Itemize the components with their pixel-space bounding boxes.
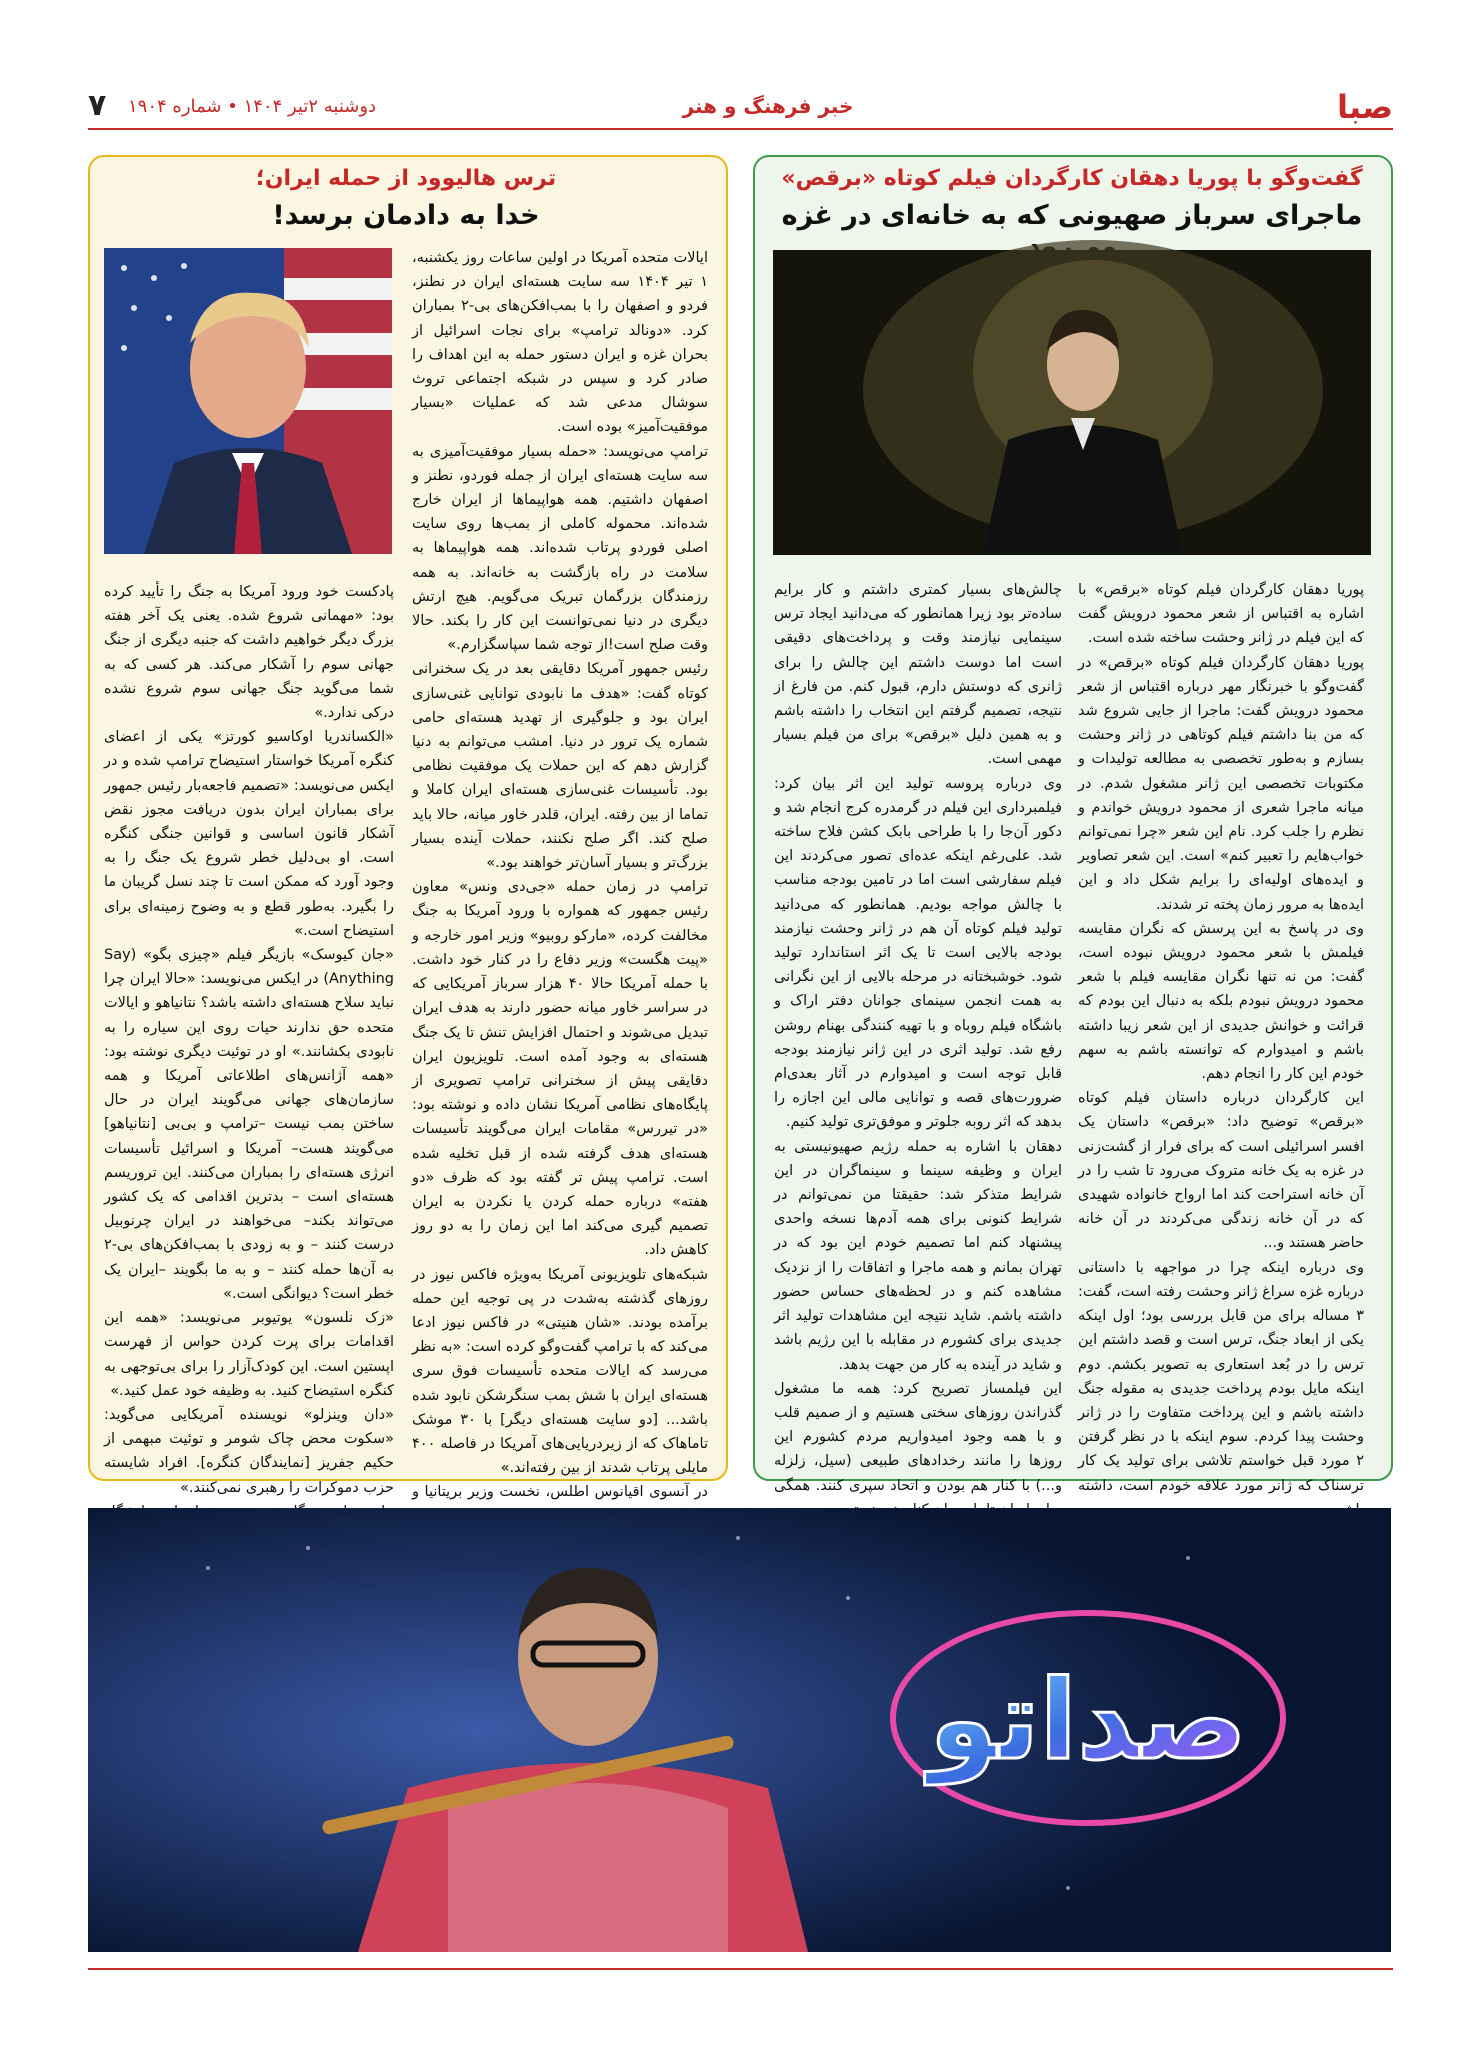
paragraph: شبکه‌های تلویزیونی آمریکا به‌ویژه فاکس نیوز در روزهای گذشته به‌شدت در پی توجیه این حمله برآمده بودند. «شان هنیتی» در فاکس نیوز ادعا می‌کند که با ترامپ گفت‌وگو کرده است: «به نظر می‌رسد که ایالات متحده تأسیسات فوق سری هسته‌ای ایران با شش بمب سنگرشکن نابود شده باشد... [دو سایت هسته‌ای دیگر] با ۳۰ موشک تاماهاک که از زیردریایی‌های آمریکا در فاصله ۴۰۰ مایلی پرتاب شدند از بین رفته‌اند.» <box>412 1266 709 1477</box>
film-column-right <box>1078 578 1364 1494</box>
paragraph: پوریا دهقان کارگردان فیلم کوتاه «برقص» با اشاره به اقتباس از شعر محمود درویش گفت که این فیلم در ژانر وحشت ساخته شده است. <box>1078 582 1364 647</box>
paragraph: پادکست خود ورود آمریکا به جنگ را تأیید کرده بود: «مهمانی شروع شده. یعنی یک آخر هفته بزرگ دیگر خواهیم داشت که جنبه دیگری از جنگ جهانی سوم را آشکار می‌کند. هر کسی که به شما می‌گوید جنگ جهانی سوم شروع نشده درکی ندارد.» <box>104 584 394 722</box>
portrait-illustration <box>104 248 392 554</box>
newspaper-logo: صبا <box>1337 88 1393 126</box>
paragraph: «جان کیوسک» بازیگر فیلم «چیزی بگو» (Say Anything) در ایکس می‌نویسد: «حالا ایران چرا نباید سلاح هسته‌ای داشته باشد؟ نتانیاهو و ایالات متحده حق ندارند حیات روی این سیاره را به نابودی بکشانند.» او در توئیت دیگری نوشته بود: «همه آژانس‌های اطلاعاتی آمریکا و همه سازمان‌های جهانی می‌گویند ایران در حال ساختن بمب نیست –ترامپ و بی‌بی [نتانیاهو] می‌گویند هست– آمریکا و اسرائیل تأسیسات انرژی هسته‌ای را بمباران می‌کنند. این تروریسم هسته‌ای است – بدترین اقدامی که یک کشور می‌تواند بکند– می‌خواهند در ایران چرنوبیل درست کنند – و به زودی با بمب‌افکن‌های بی-۲ به آن‌ها حمله کنند – و به ما بگویند –ایران یک خطر است؟ دیوانگی است.» <box>104 947 394 1302</box>
paragraph: «زک نلسون» یوتیوبر می‌نویسد: «همه این اقدامات برای پرت کردن حواس از فهرست اپستین است. این کودک‌آزار را برای بی‌توجهی به کنگره استیضاح کنید. به وظیفه خود عمل کنید.» <box>104 1310 394 1399</box>
hollywood-column-left <box>104 580 394 1496</box>
paragraph: پوریا دهقان کارگردان فیلم کوتاه «برقص» در گفت‌وگو با خبرنگار مهر درباره اقتباس از شعر محمود درویش گفت: ماجرا از جایی شروع شد که من بنا داشتم فیلم کوتاهی در ژانر وحشت بسازم و به‌طور تخصصی به مطالعه تولیدات و مکتوبات تخصصی این ژانر مشغول شدم. در میانه ماجرا شعری از محمود درویش خواندم و نظرم را جلب کرد. نام این شعر «چرا نمی‌توانم خواب‌هایم را تعبیر کنم» است. این شعر تصاویر و ایده‌های اولیه‌ای را برایم شکل داد و این ایده‌ها به مرور زمان پخته تر شدند. <box>1078 654 1364 913</box>
banner-illustration <box>88 1508 1391 1952</box>
paragraph: «دان وینزلو» نویسنده آمریکایی می‌گوید: «سکوت محض چاک شومر و توئیت مبهمی از حکیم جفریز [نمایندگان کنگره]. افراد شایسته حزب دموکرات را رهبری نمی‌کنند.» <box>104 1406 394 1496</box>
paragraph: ترامپ در زمان حمله «جی‌دی ونس» معاون رئیس جمهور که همواره با ورود آمریکا به جنگ مخالفت کرده، «مارکو روبیو» وزیر امور خارجه و «پیت هگست» وزیر دفاع را در کنار خود داشت. با حمله آمریکا حالا ۴۰ هزار سرباز آمریکایی که در سراسر خاور میانه حضور دارند به هدف ایران تبدیل می‌شوند و احتمال افزایش تنش تا یک جنگ هسته‌ای به وجود آمده است. تلویزیون ایران دقایقی پیش از سخنرانی ترامپ تصویری از پایگاه‌های نظامی آمریکا نشان داده و نوشته بود: «در تیررس» مقامات ایران می‌گویند تأسیسات هسته‌ای هدف گرفته شده از قبل تخلیه شده است. ترامپ پیش تر گفته بود که ظرف «دو هفته» درباره حمله کردن یا نکردن به ایران تصمیم گیری می‌کند اما این زمان را به دو روز کاهش داد. <box>412 879 709 1259</box>
footer-rule <box>88 1968 1393 1970</box>
film-still-photo <box>773 250 1371 555</box>
film-still-illustration <box>773 250 1371 555</box>
paragraph: وی درباره پروسه تولید این اثر بیان کرد: فیلمبرداری این فیلم در گرمدره کرج انجام شد و دکور آن‌جا را با طراحی بابک کشن فلاح ساخته شد. علی‌رغم اینکه عده‌ای تصور می‌کردند این فیلم سفارشی است اما در تامین بودجه مناسب با چالش مواجه بودیم. همانطور که می‌دانید تولید فیلم کوتاه آن هم در ژانر وحشت نیازمند بودجه بالایی است تا یک اثر استاندارد تولید شود. خوشبختانه در مرحله بالایی از این نگرانی به همت انجمن سینمای جوانان دفتر اراک و باشگاه فیلم روباه و با تهیه کنندگی بهنام روشن رفع شد. تولید اثری در این ژانر نیازمند بودجه قابل توجه است و امیدوارم در آثار بعدی‌ام ضرورت‌های قصه و توانایی مالی این اجازه را بدهد که اثر روبه جلوتر و موفق‌تری تولید کنیم. <box>774 775 1062 1131</box>
issue-dateline: دوشنبه ۲تیر ۱۴۰۴ • شماره ۱۹۰۴ <box>128 96 377 117</box>
paragraph: در آنسوی اقیانوس اطلس، نخست وزیر بریتانیا و <box>412 1484 708 1501</box>
paragraph: ایالات متحده آمریکا در اولین ساعات روز یکشنبه، ۱ تیر ۱۴۰۴ سه سایت هسته‌ای ایران در نطنز، فردو و اصفهان را با بمب‌افکن‌های بی-۲ بمباران کرد. «دونالد ترامپ» برای نجات اسرائیل از بحران غزه و ایران دستور حمله به این اهداف را صادر کرد و سپس در شبکه اجتماعی تروث سوشال مدعی شد که عملیات «بسیار موفقیت‌آمیز» بوده است. <box>412 250 708 436</box>
paragraph: وی درباره اینکه چرا در مواجهه با داستانی درباره غزه سراغ ژانر وحشت رفته است، گفت: ۳ مساله برای من قابل بررسی بود؛ اول اینکه یکی از ابعاد جنگ، ترس است و قصد داشتم این ترس را در بُعد استعاری به تصویر بکشم. دوم اینکه مایل بودم پرداخت جدیدی به مقوله جنگ داشته باشم و این پرداخت متفاوت را در ژانر وحشت پیدا کردم. سوم اینکه با در نظر گرفتن ۲ مورد قبل خواستم تلاشی برای تولید یک کار ترسناک که ژانر مورد علاقه خودم است، داشته <box>1078 1259 1364 1494</box>
page-number: ۷ <box>88 88 107 123</box>
hollywood-column-right <box>412 246 709 1501</box>
article-title: ماجرای سرباز صهیونی که به خانه‌ای در غزه <box>781 200 1363 231</box>
paragraph: ترامپ می‌نویسد: «حمله بسیار موفقیت‌آمیزی به سه سایت هسته‌ای ایران از جمله فوردو، نطنز و اصفهان داشتیم. همه هواپیماها از ایران خارج شده‌اند. محموله کاملی از بمب‌ها روی سایت اصلی فوردو پرتاب شده‌اند. همه هواپیماها به سلامت در راه بازگشت به خانه‌اند. به همه رزمندگان بزرگمان تبریک می‌گویم. هیچ ارتش دیگری در دنیا نمی‌توانست این کار را بکند. حالا وقت صلح است!از توجه شما سپاسگزارم.» <box>412 443 708 654</box>
paragraph: رئیس جمهور آمریکا دقایقی بعد در یک سخنرانی کوتاه گفت: «هدف ما نابودی توانایی غنی‌سازی ایران بود و جلوگیری از تهدید هسته‌ای حامی شماره یک ترور در دنیا. امشب می‌توانم به دنیا گزارش دهم که این حملات یک موفقیت نظامی بود. تأسیسات غنی‌سازی هسته‌ای ایران کاملا و تماما از بین رفته. ایران، قلدر خاور میانه، حالا باید صلح کند. اگر صلح نکنند، حملات آینده بسیار بزرگ‌تر و بسیار آسان‌تر خواهند بود.» <box>412 661 708 872</box>
article-kicker: گفت‌وگو با پوریا دهقان کارگردان فیلم کوتاه «برقص» <box>781 166 1363 191</box>
paragraph: چالش‌های بسیار کمتری داشتم و کار برایم ساده‌تر بود زیرا همانطور که می‌دانید ایجاد ترس سینمایی نیازمند وقت و پرداخت‌های دقیقی است اما دوست داشتم این چالش را برای ژانری که دوستش دارم، قبول کنم. من فارغ از نتیجه، تصمیم گرفتم این انتخاب را داشته باشم و به همین دلیل «برقص» برای من فیلم بسیار مهمی است. <box>774 582 1062 768</box>
article-title: خدا به دادمان برسد! <box>272 200 540 231</box>
paragraph: «الکساندریا اوکاسیو کورتز» یکی از اعضای کنگره آمریکا خواستار استیضاح ترامپ شده و در ایکس می‌نویسد: «تصمیم فاجعه‌بار رئیس جمهور برای بمباران ایران بدون دریافت مجوز نقض آشکار قانون اساسی و قوانین جنگی کنگره است. او بی‌دلیل خطر شروع یک جنگ را به وجود آورد که ممکن است تا چند نسل گریبان ما را بگیرد. به‌طور قطع و به وضوح زمینه‌ای برای استیضاح است.» <box>104 729 394 939</box>
paragraph: وی در پاسخ به این پرسش که نگران مقایسه فیلمش با شعر محمود درویش نبوده است، گفت: من نه تنها نگران مقایسه فیلم با شعر محمود درویش نبودم بلکه به دنبال این بودم که قرائت و خوانش جدیدی از این شعر زیبا داشته باشم و امیدوارم که توانسته باشم به سهم خودم این کار را انجام دهم. <box>1078 920 1364 1083</box>
paragraph: این کارگردان درباره داستان فیلم کوتاه «برقص» توضیح داد: «برقص» داستان یک افسر اسرائیلی است که برای فرار از گشت‌زنی در غزه به یک خانه متروک می‌رود تا شب را در آن خانه استراحت کند اما ارواح خانواده شهیدی که در آن خانه زندگی می‌کردند در آن خانه حاضر هستند و... <box>1078 1090 1364 1252</box>
film-column-left <box>774 578 1062 1494</box>
paragraph: دهقان با اشاره به حمله رژیم صهیونیستی به ایران و وظیفه سینما و سینماگران در این شرایط متذکر شد: حقیقتا من نمی‌توانم در شرایط کنونی برای همه آدم‌ها نسخه واحدی پیشنهاد کنم اما تصمیم خودم این بود که در تهران بمانم و همه ماجرا و اتفاقات را از نزدیک مشاهده کنم و در لحظه‌های حساس حضور داشته باشم. شاید نتیجه این مشاهدات تولید اثر جدیدی برای کشورم در مقابله با این رژیم باشد و شاید در آینده به کار من جهت بدهد. <box>774 1138 1062 1373</box>
page-header <box>88 88 1393 130</box>
trump-photo <box>104 248 392 554</box>
article-kicker: ترس هالیوود از حمله ایران؛ <box>255 166 557 191</box>
show-advert-banner <box>88 1508 1391 1952</box>
section-title: خبر فرهنگ و هنر <box>682 94 854 118</box>
show-logo-text: صداتو <box>929 1656 1247 1784</box>
paragraph: این فیلمساز تصریح کرد: همه ما مشغول گذراندن روزهای سختی هستیم و از صمیم قلب و با همه وجود امیدواریم مردم کشورم این روزها را مانند رخدادهای طبیعی (سیل، زلزله و...) با کنار هم بودن و اتحاد سپری کنند. همگی <box>774 1380 1062 1494</box>
